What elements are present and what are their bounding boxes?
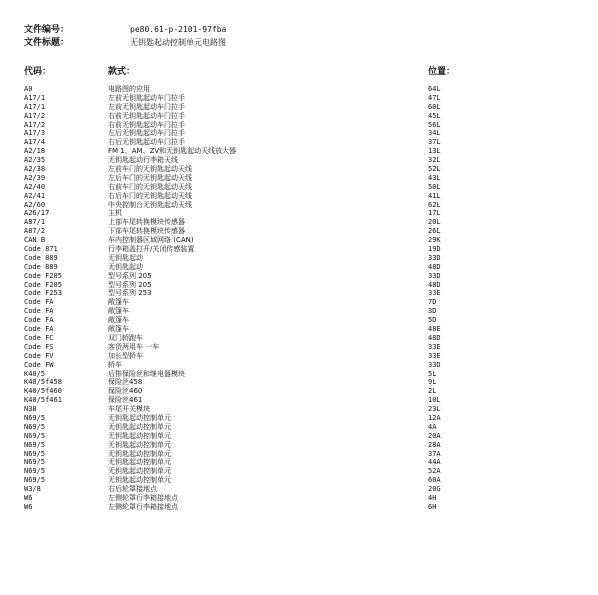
component-description: 无钥匙起动控制单元 bbox=[108, 440, 171, 449]
component-position: 10L bbox=[428, 396, 441, 405]
table-row bbox=[0, 272, 598, 281]
component-position: 33E bbox=[428, 289, 441, 298]
component-code: N69/5 bbox=[24, 440, 46, 449]
component-position: 33D bbox=[428, 253, 441, 262]
component-description: 无钥匙起动控制单元 bbox=[108, 458, 171, 467]
component-position: 13L bbox=[428, 147, 441, 156]
component-description: 无钥匙起动控制单元 bbox=[108, 431, 171, 440]
table-row bbox=[0, 201, 598, 210]
component-description: 保险丝460 bbox=[108, 387, 143, 396]
component-position: 20G bbox=[428, 485, 441, 494]
table-row bbox=[0, 378, 598, 387]
component-position: 12A bbox=[428, 413, 441, 422]
component-description: 左前无钥匙起动车门拉手 bbox=[108, 93, 185, 102]
component-description: 右前无钥匙起动车门拉手 bbox=[108, 120, 185, 129]
component-position: 45L bbox=[428, 111, 441, 120]
table-row bbox=[0, 467, 598, 476]
component-position: 7D bbox=[428, 298, 437, 307]
component-description: 无钥匙起动 bbox=[108, 262, 143, 271]
component-description: 左侧轮罩行李箱接地点 bbox=[108, 493, 178, 502]
table-row bbox=[0, 343, 598, 352]
component-code: A2/35 bbox=[24, 156, 46, 165]
component-position: 48D bbox=[428, 262, 441, 271]
component-description: 保险丝461 bbox=[108, 396, 143, 405]
table-row bbox=[0, 494, 598, 503]
table-row bbox=[0, 245, 598, 254]
table-row bbox=[0, 165, 598, 174]
component-description: 型号系列 253 bbox=[108, 289, 152, 298]
component-position: 64L bbox=[428, 85, 441, 93]
component-position: 52A bbox=[428, 467, 441, 476]
table-row bbox=[0, 298, 598, 307]
table-row bbox=[0, 138, 598, 147]
component-description: 型号系列 205 bbox=[108, 280, 152, 289]
table-row bbox=[0, 121, 598, 130]
component-code: A87/1 bbox=[24, 218, 46, 227]
component-code: Code FA bbox=[24, 325, 54, 334]
component-list bbox=[0, 85, 598, 512]
component-description: 敞篷车 bbox=[108, 325, 129, 334]
component-code: N69/5 bbox=[24, 431, 46, 440]
table-row bbox=[0, 254, 598, 263]
component-position: 4A bbox=[428, 422, 437, 431]
component-code: CAN B bbox=[24, 236, 46, 245]
component-description: 车内控制器区域网络 (CAN) bbox=[108, 236, 194, 245]
component-position: 48D bbox=[428, 333, 441, 342]
component-code: A2/38 bbox=[24, 165, 46, 174]
doc-number-label: 文件编号： bbox=[24, 25, 70, 35]
component-description: 无钥匙起动控制单元 bbox=[108, 476, 171, 485]
component-description: 无钥匙起动行李箱天线 bbox=[108, 156, 178, 165]
component-code: Code 889 bbox=[24, 262, 58, 271]
component-description: 下部车尾转换模块传感器 bbox=[108, 227, 185, 236]
component-code: A2/39 bbox=[24, 173, 46, 182]
component-code: Code F253 bbox=[24, 289, 62, 298]
component-position: 52L bbox=[428, 165, 441, 174]
component-code: N69/5 bbox=[24, 476, 46, 485]
component-code: Code 889 bbox=[24, 253, 58, 262]
table-row bbox=[0, 441, 598, 450]
component-code: N69/5 bbox=[24, 467, 46, 476]
component-code: N69/5 bbox=[24, 458, 46, 467]
component-position: 26L bbox=[428, 227, 441, 236]
component-position: 33E bbox=[428, 351, 441, 360]
component-description: 右后轮罩接地点 bbox=[108, 485, 157, 494]
component-description: 车尾开关模块 bbox=[108, 405, 150, 414]
table-row bbox=[0, 387, 598, 396]
component-description: 敞篷车 bbox=[108, 298, 129, 307]
component-code: A17/2 bbox=[24, 111, 46, 120]
component-description: 左前车门的无钥匙起动天线 bbox=[108, 165, 192, 174]
table-row bbox=[0, 405, 598, 414]
table-row bbox=[0, 396, 598, 405]
component-description: FM 1、AM、ZV和无钥匙起动天线放大器 bbox=[108, 147, 237, 156]
component-position: 60A bbox=[428, 476, 441, 485]
component-code: N69/5 bbox=[24, 422, 46, 431]
table-row bbox=[0, 183, 598, 192]
component-position: 37A bbox=[428, 449, 441, 458]
component-position: 37L bbox=[428, 138, 441, 147]
component-description: 左侧轮罩行李箱接地点 bbox=[108, 502, 178, 511]
component-description: 上部车尾转换模块传感器 bbox=[108, 218, 185, 227]
component-position: 60L bbox=[428, 102, 441, 111]
component-code: A17/2 bbox=[24, 120, 46, 129]
table-row bbox=[0, 432, 598, 441]
component-code: Code F205 bbox=[24, 280, 62, 289]
header-code: 代码： bbox=[24, 67, 52, 77]
table-row bbox=[0, 103, 598, 112]
component-position: 23L bbox=[428, 405, 441, 414]
component-code: N69/5 bbox=[24, 449, 46, 458]
table-row bbox=[0, 458, 598, 467]
table-row bbox=[0, 94, 598, 103]
component-code: K40/5f461 bbox=[24, 396, 62, 405]
component-description: 右前车门的无钥匙起动天线 bbox=[108, 182, 192, 191]
component-description: 型号系列 205 bbox=[108, 271, 152, 280]
component-code: N38 bbox=[24, 405, 37, 414]
component-description: 主机 bbox=[108, 209, 122, 218]
component-description: 左前无钥匙起动车门拉手 bbox=[108, 102, 185, 111]
table-row bbox=[0, 227, 598, 236]
component-code: K40/5f458 bbox=[24, 378, 62, 387]
component-description: 轿车 bbox=[108, 360, 122, 369]
component-code: Code 871 bbox=[24, 245, 58, 254]
component-position: 28A bbox=[428, 440, 441, 449]
component-code: K40/5f460 bbox=[24, 387, 62, 396]
header-pos: 位置： bbox=[428, 67, 456, 77]
component-code: A17/1 bbox=[24, 93, 46, 102]
component-position: 44A bbox=[428, 458, 441, 467]
component-description: 行李箱盖打开/关闭传感装置 bbox=[108, 245, 195, 254]
table-row bbox=[0, 174, 598, 183]
component-position: 43L bbox=[428, 173, 441, 182]
component-position: 29K bbox=[428, 236, 441, 245]
component-description: 左后无钥匙起动车门拉手 bbox=[108, 129, 185, 138]
component-code: A17/4 bbox=[24, 138, 46, 147]
component-code: Code FA bbox=[24, 298, 54, 307]
table-row bbox=[0, 370, 598, 379]
component-position: 5D bbox=[428, 316, 437, 325]
component-code: N69/5 bbox=[24, 413, 46, 422]
component-code: Code FS bbox=[24, 342, 54, 351]
component-position: 2L bbox=[428, 387, 437, 396]
component-description: 电路图的应用 bbox=[108, 85, 150, 93]
component-position: 33D bbox=[428, 360, 441, 369]
component-code: Code FV bbox=[24, 351, 54, 360]
table-row bbox=[0, 316, 598, 325]
table-row bbox=[0, 450, 598, 459]
component-description: 中央控制台无钥匙起动天线 bbox=[108, 200, 192, 209]
component-position: 5L bbox=[428, 369, 437, 378]
component-description: 无钥匙起动控制单元 bbox=[108, 413, 171, 422]
table-row bbox=[0, 423, 598, 432]
component-description: 无钥匙起动控制单元 bbox=[108, 422, 171, 431]
component-code: A87/2 bbox=[24, 227, 46, 236]
table-row bbox=[0, 289, 598, 298]
component-position: 33E bbox=[428, 342, 441, 351]
component-description: 后排保险丝和继电器模块 bbox=[108, 369, 185, 378]
component-position: 41L bbox=[428, 191, 441, 200]
component-position: 20L bbox=[428, 218, 441, 227]
component-description: 客货两用车 一车 bbox=[108, 342, 160, 351]
table-row bbox=[0, 129, 598, 138]
component-position: 20A bbox=[428, 431, 441, 440]
component-position: 6H bbox=[428, 502, 437, 511]
table-row bbox=[0, 503, 598, 512]
component-code: A2/18 bbox=[24, 147, 46, 156]
component-position: 17L bbox=[428, 209, 441, 218]
component-position: 9L bbox=[428, 378, 437, 387]
table-row bbox=[0, 209, 598, 218]
component-description: 左后车门的无钥匙起动天线 bbox=[108, 173, 192, 182]
component-description: 加长型轿车 bbox=[108, 351, 143, 360]
component-position: 56L bbox=[428, 120, 441, 129]
component-position: 48E bbox=[428, 325, 441, 334]
component-code: A2/60 bbox=[24, 200, 46, 209]
component-code: Code FA bbox=[24, 307, 54, 316]
table-row bbox=[0, 192, 598, 201]
table-row bbox=[0, 352, 598, 361]
component-description: 无钥匙起动 bbox=[108, 253, 143, 262]
component-code: Code FW bbox=[24, 360, 54, 369]
component-description: 无钥匙起动控制单元 bbox=[108, 449, 171, 458]
component-position: 4H bbox=[428, 493, 437, 502]
component-position: 32L bbox=[428, 156, 441, 165]
component-position: 34L bbox=[428, 129, 441, 138]
component-position: 3D bbox=[428, 307, 437, 316]
table-row bbox=[0, 147, 598, 156]
doc-number-value: pe80.61-p-2101-97fba bbox=[130, 25, 227, 34]
component-description: 敞篷车 bbox=[108, 316, 129, 325]
component-description: 右后无钥匙起动车门拉手 bbox=[108, 138, 185, 147]
table-row bbox=[0, 85, 598, 94]
component-description: 无钥匙起动控制单元 bbox=[108, 467, 171, 476]
component-description: 保险丝458 bbox=[108, 378, 143, 387]
component-code: K40/5 bbox=[24, 369, 46, 378]
component-description: 右前无钥匙起动车门拉手 bbox=[108, 111, 185, 120]
component-position: 33D bbox=[428, 271, 441, 280]
table-row bbox=[0, 476, 598, 485]
table-row bbox=[0, 218, 598, 227]
component-description: 双门轿跑车 bbox=[108, 333, 143, 342]
component-code: A2/40 bbox=[24, 182, 46, 191]
component-position: 50L bbox=[428, 182, 441, 191]
component-code: W3/8 bbox=[24, 485, 41, 494]
component-code: Code F205 bbox=[24, 271, 62, 280]
table-row bbox=[0, 281, 598, 290]
component-position: 48D bbox=[428, 280, 441, 289]
component-position: 19D bbox=[428, 245, 441, 254]
component-code: A17/3 bbox=[24, 129, 46, 138]
table-row bbox=[0, 112, 598, 121]
component-code: A26/17 bbox=[24, 209, 50, 218]
component-position: 47L bbox=[428, 93, 441, 102]
table-row bbox=[0, 414, 598, 423]
component-position: 62L bbox=[428, 200, 441, 209]
table-row bbox=[0, 156, 598, 165]
doc-title-value: 无钥匙起动控制单元电路图 bbox=[130, 38, 226, 47]
table-row bbox=[0, 236, 598, 245]
component-code: Code FA bbox=[24, 316, 54, 325]
component-description: 右后车门的无钥匙起动天线 bbox=[108, 191, 192, 200]
component-code: A17/1 bbox=[24, 102, 46, 111]
table-row bbox=[0, 334, 598, 343]
table-row bbox=[0, 263, 598, 272]
component-code: Code FC bbox=[24, 333, 54, 342]
table-row bbox=[0, 307, 598, 316]
table-row bbox=[0, 485, 598, 494]
table-row bbox=[0, 325, 598, 334]
component-code: W6 bbox=[24, 493, 33, 502]
component-code: W6 bbox=[24, 502, 33, 511]
component-code: A0 bbox=[24, 85, 33, 93]
component-description: 敞篷车 bbox=[108, 307, 129, 316]
table-row bbox=[0, 361, 598, 370]
doc-title-label: 文件标题： bbox=[24, 38, 70, 48]
component-code: A2/41 bbox=[24, 191, 46, 200]
header-desc: 款式： bbox=[108, 67, 136, 77]
